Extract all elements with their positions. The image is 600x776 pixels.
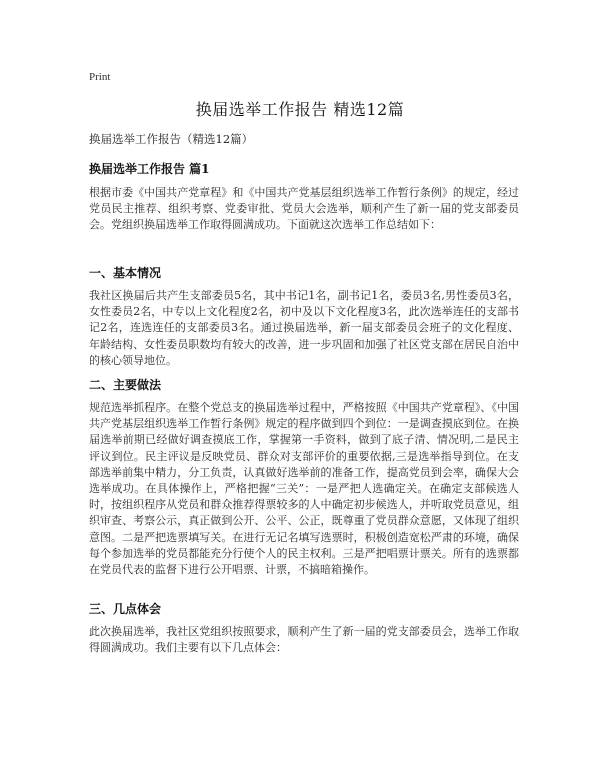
intro-paragraph: 根据市委《中国共产党章程》和《中国共产党基层组织选举工作暂行条例》的规定，经过党员民主推荐、组织考察、党委审批、党员大会选举，顺利产生了新一届的党支部委员会。党组织换届选举工作取得圆满成功。下面就这次选举工作总结如下：: [89, 186, 519, 232]
section-heading-experiences: 三、几点体会: [89, 602, 162, 616]
print-label[interactable]: Print: [89, 71, 111, 83]
page-title: 换届选举工作报告 精选12篇: [195, 100, 405, 119]
document-subtitle: 换届选举工作报告（精选12篇）: [89, 132, 254, 146]
section-heading-main-practices: 二、主要做法: [89, 378, 162, 392]
section-paragraph-basic-info: 我社区换届后共产生支部委员5名，其中书记1名，副书记1名，委员3名,男性委员3名，女性委员2名，中专以上文化程度2名，初中及以下文化程度3名，此次选举连任的支部书记2名，连选连任的支部委员3名。通过换届选举，新一届支部委员会班子的文化程度、年龄结构、女性委员职数均有较大的改善，进一步巩固和加强了社区党支部在居民自治中的核心领导地位。: [89, 289, 519, 367]
section-paragraph-experiences: 此次换届选举，我社区党组织按照要求，顺利产生了新一届的党支部委员会，选举工作取得圆满成功。我们主要有以下几点体会：: [89, 625, 519, 655]
section-heading-basic-info: 一、基本情况: [89, 266, 162, 280]
article-heading: 换届选举工作报告 篇1: [89, 162, 210, 176]
section-paragraph-main-practices: 规范选举抓程序。在整个党总支的换届选举过程中，严格按照《中国共产党章程》、《中国共产党基层组织选举工作暂行条例》规定的程序做到四个到位：一是调查摸底到位。在换届选举前期已经做好调查摸底工作，掌握第一手资料，做到了底子清、情况明,二是民主评议到位。民主评议是反映党员、群众对支部评价的重要依据,三是选举指导到位。在支部选举前集中精力，分工负责，认真做好选举前的准备工作，提高党员到会率，确保大会选举成功。在具体操作上，严格把握“三关”：一是严把人选确定关。在确定支部候选人时，按组织程序从党员和群众推荐得票较多的人中确定初步候选人，并听取党员意见，组织审查、考察公示，真正做到公开、公平、公正，既尊重了党员群众意愿，又体现了组织意图。二是严把选票填写关。在进行无记名填写选票时，积极创造宽松严肃的环境，确保每个参加选举的党员都能充分行使个人的民主权利。三是严把唱票计票关。所有的选票都在党员代表的监督下进行公开唱票、计票，不搞暗箱操作。: [89, 401, 519, 577]
